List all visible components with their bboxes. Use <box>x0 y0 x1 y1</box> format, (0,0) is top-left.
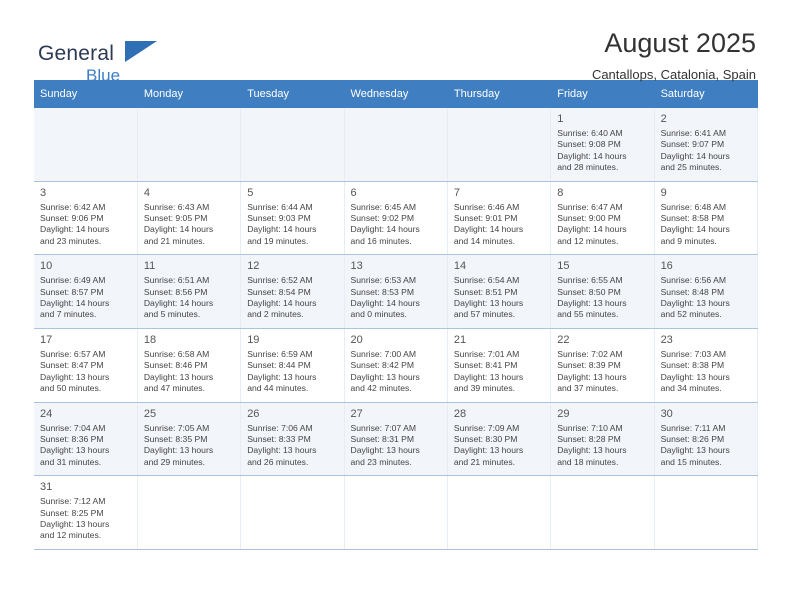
calendar-day-cell[interactable] <box>241 328 344 402</box>
calendar-cell-empty <box>137 108 240 181</box>
day-info-line: Daylight: 13 hours <box>143 445 214 456</box>
day-info-line: Sunrise: 7:12 AM <box>40 496 106 507</box>
day-info-line: Sunset: 8:38 PM <box>660 360 725 371</box>
calendar-day-cell[interactable] <box>654 181 757 255</box>
day-info-line: Daylight: 13 hours <box>557 371 627 382</box>
logo[interactable] <box>34 28 184 85</box>
day-info-line: and 57 minutes. <box>453 309 516 320</box>
flag-icon <box>125 41 157 62</box>
day-info-line: and 37 minutes. <box>557 383 619 394</box>
day-info-line: Daylight: 14 hours <box>453 224 524 235</box>
day-info-line: and 21 minutes. <box>453 456 516 467</box>
day-number: 25 <box>143 407 157 420</box>
calendar-week-row <box>34 476 758 550</box>
day-info-line: Sunrise: 6:46 AM <box>453 201 520 212</box>
day-info-line: Sunset: 8:47 PM <box>40 360 104 371</box>
day-sun-info <box>661 202 757 248</box>
day-info-line: Sunrise: 7:02 AM <box>557 348 623 359</box>
day-number: 22 <box>557 333 570 346</box>
day-sun-info <box>557 423 653 469</box>
day-number: 28 <box>453 407 467 420</box>
day-info-line: and 52 minutes. <box>660 309 722 320</box>
day-sun-info <box>557 128 653 174</box>
day-sun-info <box>40 202 137 248</box>
weekday-header-friday: Friday <box>551 80 654 108</box>
page-header <box>34 0 758 85</box>
calendar-cell-empty <box>344 108 447 181</box>
day-info-line: and 31 minutes. <box>40 456 102 467</box>
day-info-line: Sunset: 8:54 PM <box>247 286 311 297</box>
calendar-day-cell[interactable] <box>447 402 550 476</box>
day-sun-info <box>454 202 550 248</box>
calendar-day-cell[interactable] <box>551 108 654 181</box>
day-info-line: Daylight: 14 hours <box>247 224 317 235</box>
day-info-line: Sunrise: 6:52 AM <box>247 275 313 286</box>
day-info-line: Sunrise: 7:03 AM <box>660 348 727 359</box>
day-info-line: and 29 minutes. <box>143 456 205 467</box>
calendar-day-cell[interactable] <box>34 181 137 255</box>
day-info-line: Sunrise: 6:55 AM <box>557 275 623 286</box>
calendar-day-cell[interactable] <box>344 328 447 402</box>
day-info-line: Daylight: 14 hours <box>660 150 730 161</box>
calendar-day-cell[interactable] <box>34 402 137 476</box>
day-sun-info <box>454 275 550 321</box>
day-number: 27 <box>350 407 363 420</box>
day-info-line: Sunset: 8:58 PM <box>660 213 725 224</box>
calendar-cell-empty <box>654 476 757 550</box>
day-sun-info <box>351 275 447 321</box>
day-info-line: Sunset: 8:50 PM <box>557 286 621 297</box>
calendar-day-cell[interactable] <box>654 108 757 181</box>
day-info-line: and 28 minutes. <box>557 162 619 173</box>
day-info-line: Sunset: 9:02 PM <box>350 213 415 224</box>
day-sun-info <box>247 423 343 469</box>
day-sun-info <box>247 275 343 321</box>
day-sun-info <box>40 275 137 321</box>
day-sun-info <box>661 275 757 321</box>
day-info-line: Daylight: 13 hours <box>247 371 317 382</box>
day-info-line: Sunset: 8:42 PM <box>350 360 415 371</box>
day-info-line: Sunset: 8:28 PM <box>557 433 621 444</box>
day-info-line: Daylight: 13 hours <box>40 445 110 456</box>
day-info-line: Sunset: 8:30 PM <box>453 433 518 444</box>
day-info-line: Sunrise: 6:49 AM <box>40 275 106 286</box>
calendar-day-cell[interactable] <box>551 328 654 402</box>
day-info-line: and 39 minutes. <box>453 383 516 394</box>
day-info-line: Daylight: 14 hours <box>40 224 110 235</box>
day-info-line: Sunrise: 6:57 AM <box>40 348 106 359</box>
day-info-line: Sunrise: 6:56 AM <box>660 275 727 286</box>
day-number: 10 <box>40 260 53 273</box>
day-info-line: and 12 minutes. <box>557 235 619 246</box>
day-info-line: Sunset: 9:07 PM <box>660 139 725 150</box>
day-number: 8 <box>557 186 564 199</box>
calendar-week-row <box>34 108 758 181</box>
location-subtitle: Cantallops, Catalonia, Spain <box>591 67 756 82</box>
day-info-line: Daylight: 13 hours <box>247 445 317 456</box>
day-sun-info <box>351 349 447 395</box>
day-sun-info <box>661 423 757 469</box>
day-info-line: Daylight: 14 hours <box>557 150 627 161</box>
day-info-line: Sunrise: 7:06 AM <box>247 422 313 433</box>
day-info-line: Sunrise: 6:53 AM <box>350 275 416 286</box>
day-number: 16 <box>660 260 673 273</box>
calendar-day-cell[interactable] <box>241 255 344 329</box>
day-number: 19 <box>247 333 260 346</box>
calendar-day-cell[interactable] <box>34 328 137 402</box>
day-info-line: Sunrise: 6:41 AM <box>660 128 727 138</box>
day-info-line: Daylight: 14 hours <box>660 224 730 235</box>
day-info-line: and 26 minutes. <box>247 456 309 467</box>
weekday-header-wednesday: Wednesday <box>344 80 447 108</box>
day-number: 11 <box>143 260 156 273</box>
day-info-line: and 42 minutes. <box>350 383 412 394</box>
day-info-line: Sunset: 8:25 PM <box>40 507 104 518</box>
day-info-line: and 19 minutes. <box>247 235 309 246</box>
day-sun-info <box>144 202 240 248</box>
calendar-day-cell[interactable] <box>34 255 137 329</box>
day-info-line: and 18 minutes. <box>557 456 619 467</box>
day-info-line: and 2 minutes. <box>247 309 304 320</box>
day-number: 20 <box>350 333 363 346</box>
day-info-line: and 47 minutes. <box>143 383 205 394</box>
calendar-week-row <box>34 255 758 329</box>
day-info-line: Sunrise: 6:44 AM <box>247 201 313 212</box>
day-info-line: Daylight: 14 hours <box>557 224 627 235</box>
day-number: 2 <box>660 113 667 125</box>
day-info-line: Sunset: 9:00 PM <box>557 213 621 224</box>
day-number: 3 <box>40 186 47 199</box>
day-info-line: Daylight: 14 hours <box>350 298 420 309</box>
day-sun-info <box>454 423 550 469</box>
calendar-week-row <box>34 328 758 402</box>
day-info-line: Sunrise: 7:05 AM <box>143 422 210 433</box>
day-info-line: and 23 minutes. <box>350 456 412 467</box>
day-info-line: and 44 minutes. <box>247 383 309 394</box>
day-sun-info <box>661 128 757 174</box>
day-info-line: Daylight: 14 hours <box>40 298 110 309</box>
day-info-line: Sunrise: 7:09 AM <box>453 422 520 433</box>
day-info-line: Daylight: 13 hours <box>660 298 730 309</box>
day-info-line: Sunrise: 6:40 AM <box>557 128 623 138</box>
calendar-day-cell[interactable] <box>137 181 240 255</box>
day-info-line: and 14 minutes. <box>453 235 516 246</box>
day-sun-info <box>40 496 137 542</box>
weekday-header-thursday: Thursday <box>447 80 550 108</box>
day-info-line: and 21 minutes. <box>143 235 205 246</box>
day-info-line: Sunrise: 7:04 AM <box>40 422 106 433</box>
calendar-cell-empty <box>241 108 344 181</box>
calendar-day-cell[interactable] <box>654 328 757 402</box>
day-sun-info <box>144 275 240 321</box>
day-info-line: Sunset: 9:06 PM <box>40 213 104 224</box>
day-sun-info <box>661 349 757 395</box>
day-number: 9 <box>660 186 667 199</box>
day-number: 31 <box>40 481 53 494</box>
day-info-line: Sunset: 9:08 PM <box>557 139 621 150</box>
title-block <box>184 28 758 82</box>
calendar-cell-empty <box>34 108 137 181</box>
day-info-line: Sunset: 8:36 PM <box>40 433 104 444</box>
day-info-line: and 50 minutes. <box>40 383 102 394</box>
day-info-line: Sunrise: 6:45 AM <box>350 201 416 212</box>
logo-text-general: General <box>38 42 115 65</box>
calendar-table <box>34 80 758 550</box>
weekday-header-sunday: Sunday <box>34 80 137 108</box>
day-number: 15 <box>557 260 570 273</box>
day-number: 24 <box>40 407 53 420</box>
day-sun-info <box>557 349 653 395</box>
day-number: 23 <box>660 333 673 346</box>
weekday-header-saturday: Saturday <box>654 80 757 108</box>
calendar-day-cell[interactable] <box>551 402 654 476</box>
day-sun-info <box>557 202 653 248</box>
day-info-line: Sunrise: 6:51 AM <box>143 275 210 286</box>
day-info-line: and 7 minutes. <box>40 309 97 320</box>
page-title: August 2025 <box>604 28 756 58</box>
day-info-line: and 25 minutes. <box>660 162 722 173</box>
day-info-line: Daylight: 13 hours <box>557 298 627 309</box>
day-info-line: Sunset: 9:01 PM <box>453 213 518 224</box>
calendar-cell-empty <box>241 476 344 550</box>
day-info-line: and 23 minutes. <box>40 235 102 246</box>
day-info-line: Sunset: 8:26 PM <box>660 433 725 444</box>
day-number: 29 <box>557 407 570 420</box>
day-number: 14 <box>453 260 467 273</box>
calendar-cell-empty <box>447 108 550 181</box>
day-sun-info <box>247 349 343 395</box>
day-info-line: and 15 minutes. <box>660 456 722 467</box>
day-info-line: Daylight: 14 hours <box>143 224 214 235</box>
day-info-line: Daylight: 13 hours <box>350 371 420 382</box>
day-sun-info <box>454 349 550 395</box>
day-info-line: and 9 minutes. <box>660 235 717 246</box>
day-info-line: Daylight: 14 hours <box>143 298 214 309</box>
calendar-day-cell[interactable] <box>447 328 550 402</box>
day-info-line: Sunrise: 7:10 AM <box>557 422 623 433</box>
day-info-line: Sunrise: 6:59 AM <box>247 348 313 359</box>
calendar-day-cell[interactable] <box>344 255 447 329</box>
day-info-line: and 5 minutes. <box>143 309 201 320</box>
day-info-line: Sunset: 8:39 PM <box>557 360 621 371</box>
day-number: 30 <box>660 407 673 420</box>
day-info-line: Daylight: 13 hours <box>350 445 420 456</box>
day-info-line: Daylight: 13 hours <box>40 371 110 382</box>
calendar-cell-empty <box>344 476 447 550</box>
day-number: 4 <box>143 186 150 199</box>
calendar-day-cell[interactable] <box>654 402 757 476</box>
day-info-line: Sunset: 9:03 PM <box>247 213 311 224</box>
day-info-line: Daylight: 13 hours <box>143 371 214 382</box>
calendar-day-cell[interactable] <box>654 255 757 329</box>
day-sun-info <box>247 202 343 248</box>
day-sun-info <box>40 349 137 395</box>
calendar-day-cell[interactable] <box>137 328 240 402</box>
day-info-line: Sunrise: 7:11 AM <box>660 422 726 433</box>
calendar-day-cell[interactable] <box>137 402 240 476</box>
calendar-day-cell[interactable] <box>34 476 137 550</box>
calendar-cell-empty <box>551 476 654 550</box>
day-info-line: Sunset: 8:35 PM <box>143 433 208 444</box>
day-number: 18 <box>143 333 157 346</box>
day-number: 1 <box>557 113 564 125</box>
day-number: 5 <box>247 186 254 199</box>
day-info-line: Sunrise: 7:01 AM <box>453 348 520 359</box>
day-info-line: and 55 minutes. <box>557 309 619 320</box>
day-number: 7 <box>453 186 460 199</box>
calendar-week-row <box>34 402 758 476</box>
day-info-line: Sunrise: 7:00 AM <box>350 348 416 359</box>
day-info-line: Sunrise: 6:54 AM <box>453 275 520 286</box>
day-info-line: Sunrise: 6:48 AM <box>660 201 727 212</box>
day-number: 17 <box>40 333 53 346</box>
day-info-line: Sunrise: 6:43 AM <box>143 201 210 212</box>
day-sun-info <box>144 349 240 395</box>
calendar-week-row <box>34 181 758 255</box>
calendar-day-cell[interactable] <box>551 181 654 255</box>
calendar-day-cell[interactable] <box>551 255 654 329</box>
day-info-line: Sunrise: 6:58 AM <box>143 348 210 359</box>
day-info-line: Sunset: 8:51 PM <box>453 286 518 297</box>
day-number: 12 <box>247 260 260 273</box>
calendar-day-cell[interactable] <box>447 255 550 329</box>
day-info-line: Daylight: 14 hours <box>247 298 317 309</box>
weekday-header-monday: Monday <box>137 80 240 108</box>
day-info-line: Sunset: 8:53 PM <box>350 286 415 297</box>
day-info-line: Sunset: 8:46 PM <box>143 360 208 371</box>
day-sun-info <box>351 423 447 469</box>
calendar-cell-empty <box>447 476 550 550</box>
weekday-header-tuesday: Tuesday <box>241 80 344 108</box>
day-info-line: Sunset: 8:44 PM <box>247 360 311 371</box>
day-info-line: Sunrise: 7:07 AM <box>350 422 416 433</box>
calendar-header-row <box>34 80 758 108</box>
calendar-day-cell[interactable] <box>241 181 344 255</box>
day-info-line: Sunset: 8:56 PM <box>143 286 208 297</box>
calendar-day-cell[interactable] <box>137 255 240 329</box>
calendar-day-cell[interactable] <box>447 181 550 255</box>
day-number: 6 <box>350 186 357 199</box>
day-info-line: Sunset: 9:05 PM <box>143 213 208 224</box>
calendar-cell-empty <box>137 476 240 550</box>
day-number: 13 <box>350 260 363 273</box>
day-info-line: Sunrise: 6:47 AM <box>557 201 623 212</box>
day-info-line: Daylight: 13 hours <box>453 371 524 382</box>
day-info-line: Sunset: 8:41 PM <box>453 360 518 371</box>
logo-text-blue: Blue <box>86 66 121 85</box>
day-info-line: and 16 minutes. <box>350 235 412 246</box>
calendar-day-cell[interactable] <box>344 181 447 255</box>
day-info-line: Daylight: 14 hours <box>350 224 420 235</box>
calendar-day-cell[interactable] <box>344 402 447 476</box>
day-sun-info <box>351 202 447 248</box>
day-info-line: Daylight: 13 hours <box>660 445 730 456</box>
day-info-line: Sunset: 8:33 PM <box>247 433 311 444</box>
calendar-day-cell[interactable] <box>241 402 344 476</box>
day-info-line: Daylight: 13 hours <box>40 518 110 529</box>
day-info-line: and 34 minutes. <box>660 383 722 394</box>
day-info-line: Sunrise: 6:42 AM <box>40 201 106 212</box>
day-number: 21 <box>453 333 467 346</box>
day-info-line: and 0 minutes. <box>350 309 407 320</box>
day-info-line: Sunset: 8:57 PM <box>40 286 104 297</box>
day-info-line: Daylight: 13 hours <box>453 298 524 309</box>
day-info-line: Daylight: 13 hours <box>453 445 524 456</box>
day-info-line: Sunset: 8:48 PM <box>660 286 725 297</box>
day-info-line: Daylight: 13 hours <box>557 445 627 456</box>
day-info-line: Sunset: 8:31 PM <box>350 433 415 444</box>
day-sun-info <box>40 423 137 469</box>
day-sun-info <box>557 275 653 321</box>
day-sun-info <box>144 423 240 469</box>
day-info-line: and 12 minutes. <box>40 530 102 541</box>
day-info-line: Daylight: 13 hours <box>660 371 730 382</box>
day-number: 26 <box>247 407 260 420</box>
